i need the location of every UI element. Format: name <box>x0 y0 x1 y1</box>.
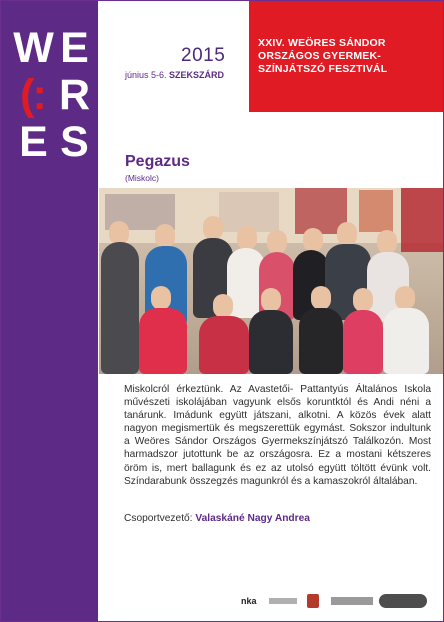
person-head <box>377 230 397 254</box>
person-head <box>213 294 233 318</box>
theatre-logo <box>379 594 427 608</box>
person-head <box>311 286 331 310</box>
dates-city: SZEKSZÁRD <box>169 70 225 80</box>
logo-letter: W <box>13 24 52 72</box>
group-description: Miskolcról érkeztünk. Az Avastetői- Pattantyús Általános Iskola művészeti iskolájában vagyunk elsős koruntktól és Andi néni a tanárunk. Imádunk együtt játszani, alkotni. A közös évek alatt nagyon megismertük és megszerettük egymást. Sokszor indultunk a Weöres Sándor Országos Gyermekszínjátszó Találkozón. Most harmadszor jutottunk be az országosra. Ez a mostani kétszeres öröm is, mert ballagunk és ez az utolsó együtt töltött évünk volt. Színdarabunk összegzés magunkról és a kamaszokról általában. <box>124 384 431 487</box>
person-head <box>353 288 373 312</box>
leader-name: Valaskáné Nagy Andrea <box>195 513 310 524</box>
person-head <box>261 288 281 312</box>
festival-dates <box>125 70 224 80</box>
person-head <box>155 224 175 248</box>
logo-letter: E <box>19 118 46 166</box>
person-head <box>151 286 171 310</box>
wall-board <box>401 188 443 252</box>
dates-prefix: június 5-6. <box>125 70 167 80</box>
logo-letter: E <box>60 24 87 72</box>
person <box>343 310 383 374</box>
person <box>299 308 343 374</box>
festival-year: 2015 <box>181 45 226 66</box>
person-head <box>395 286 415 310</box>
group-name: Pegazus <box>125 153 190 170</box>
person-head <box>267 230 287 254</box>
purple-sidebar <box>1 1 98 621</box>
association-logo <box>331 597 373 605</box>
person-head <box>237 226 257 250</box>
logo-row-1 <box>13 24 95 72</box>
person <box>139 308 187 374</box>
nka-logo: nka <box>241 596 257 606</box>
group-city: (Miskolc) <box>125 173 159 183</box>
person <box>383 308 429 374</box>
person <box>199 316 249 374</box>
sponsor-logos <box>241 592 431 610</box>
logo-letter: (: <box>20 71 45 119</box>
group-leader <box>124 513 310 524</box>
person-head <box>203 216 223 240</box>
logo-letter: S <box>60 118 87 166</box>
festival-title: XXIV. WEÖRES SÁNDOR ORSZÁGOS GYERMEK-SZÍNJÁTSZÓ FESZTIVÁL <box>258 37 388 75</box>
leader-label: Csoportvezető: <box>124 513 193 524</box>
logo-row-3 <box>13 118 95 166</box>
group-photo <box>99 188 443 374</box>
weores-logo <box>13 24 95 170</box>
wall-board <box>359 190 393 232</box>
person <box>101 242 139 374</box>
person-head <box>337 222 357 246</box>
logo-letter: R <box>58 71 89 119</box>
person-head <box>303 228 323 252</box>
logo-row-2 <box>13 71 95 119</box>
ministry-logo <box>269 598 297 604</box>
person <box>249 310 293 374</box>
coat-of-arms-icon <box>307 594 319 608</box>
